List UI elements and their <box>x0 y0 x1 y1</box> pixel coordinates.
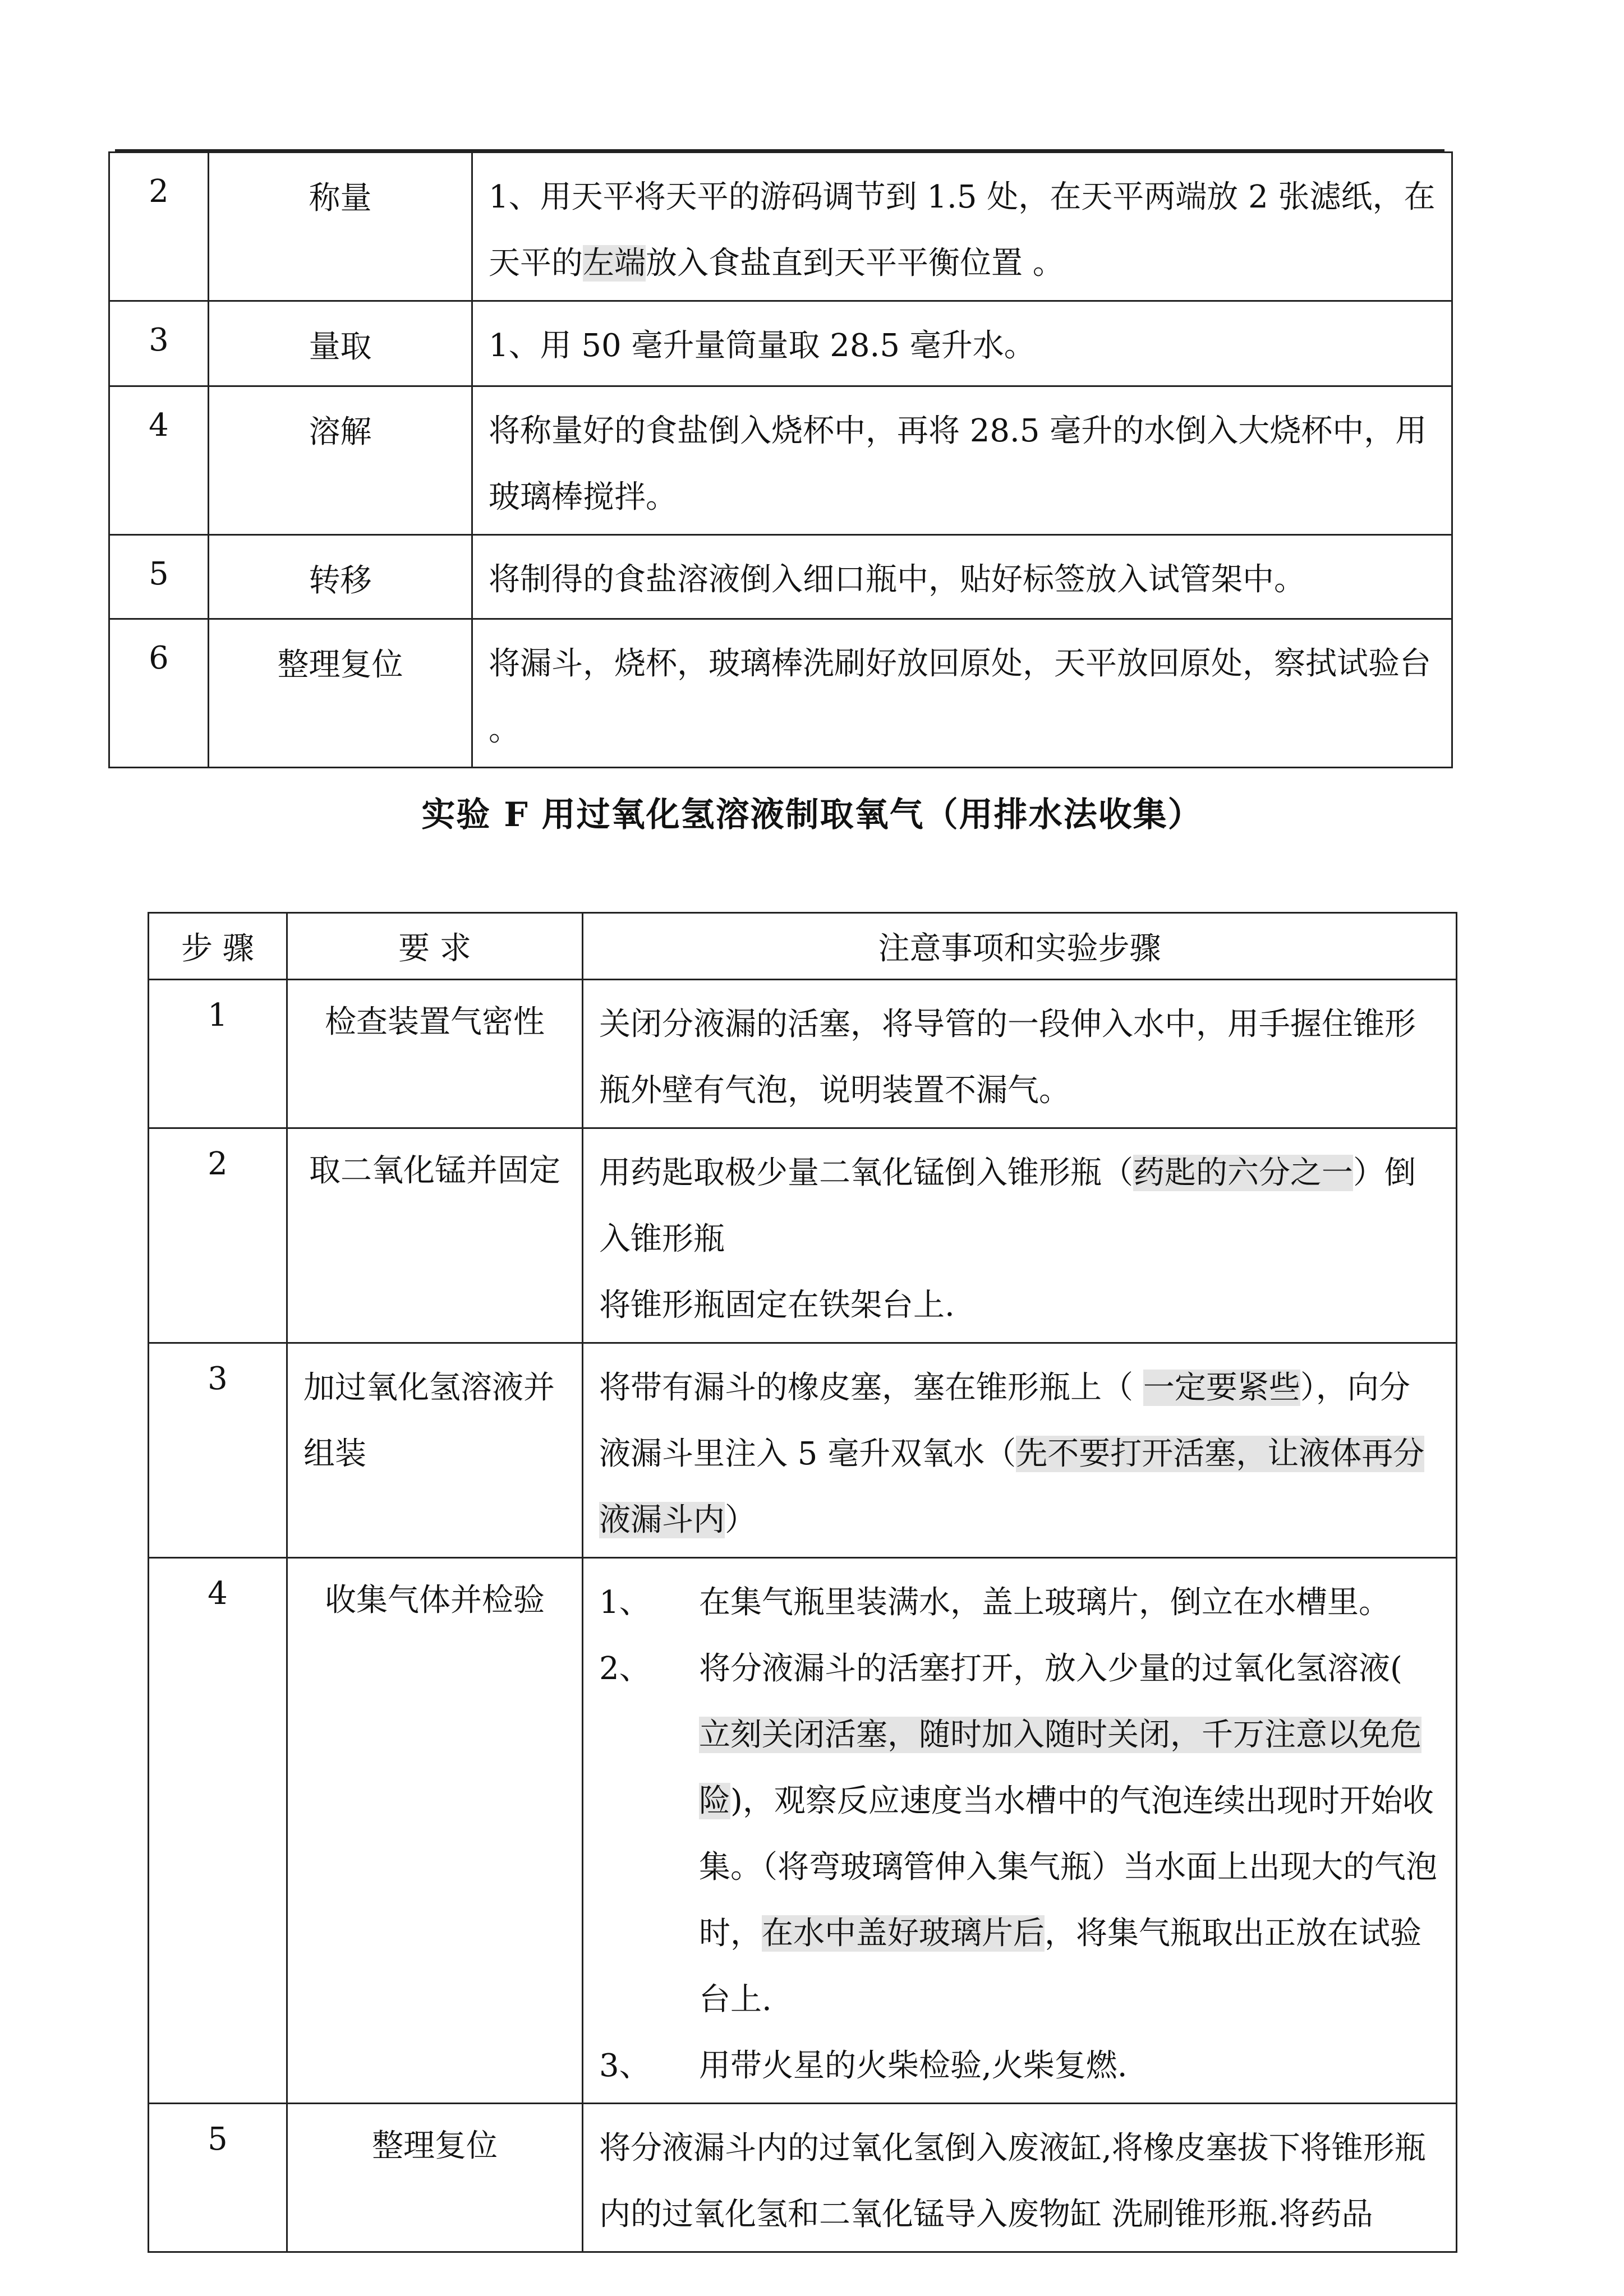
step-description: 1、用天平将天平的游码调节到 1.5 处，在天平两端放 2 张滤纸，在天平的左端放入食盐直到天平平衡位置 。 <box>472 153 1452 301</box>
highlighted-text: 立刻关闭活塞，随时加入随时关闭，千万注意以免危险 <box>699 1717 1421 1819</box>
step-description: 将漏斗，烧杯，玻璃棒洗刷好放回原处，天平放回原处，察拭试验台 。 <box>472 619 1452 768</box>
step-requirement: 检查装置气密性 <box>287 980 583 1128</box>
step-number: 3 <box>109 301 209 386</box>
header-step: 步 骤 <box>149 913 287 980</box>
table-previous-experiment <box>108 151 1453 768</box>
table-row <box>109 386 1452 535</box>
table-row <box>149 980 1457 1128</box>
step-requirement: 整理复位 <box>209 619 472 768</box>
step-requirement: 称量 <box>209 153 472 301</box>
step-number: 1 <box>149 980 287 1128</box>
highlighted-text: 药匙的六分之一 <box>1133 1155 1353 1191</box>
step-description: 将称量好的食盐倒入烧杯中，再将 28.5 毫升的水倒入大烧杯中，用玻璃棒搅拌。 <box>472 386 1452 535</box>
step-number: 6 <box>109 619 209 768</box>
table-row <box>149 1558 1457 2104</box>
step-requirement: 转移 <box>209 535 472 619</box>
step-number: 5 <box>109 535 209 619</box>
table-row <box>109 301 1452 386</box>
step-description: 用药匙取极少量二氧化锰倒入锥形瓶（药匙的六分之一）倒入锥形瓶 将锥形瓶固定在铁架台上. <box>583 1128 1457 1343</box>
header-requirement: 要 求 <box>287 913 583 980</box>
step-description <box>583 1558 1457 2104</box>
step-requirement: 溶解 <box>209 386 472 535</box>
table-row <box>109 619 1452 768</box>
step-number: 4 <box>149 1558 287 2104</box>
step-requirement: 加过氧化氢溶液并组装 <box>287 1343 583 1558</box>
table-header-row <box>149 913 1457 980</box>
step-number: 4 <box>109 386 209 535</box>
list-item: 2、 将分液漏斗的活塞打开，放入少量的过氧化氢溶液( 立刻关闭活塞，随时加入随时关闭，千万注意以免危险)，观察反应速度当水槽中的气泡连续出现时开始收集。（将弯玻璃管伸入集气瓶）当水面上出现大的气泡时，在水中盖好玻璃片后，将集气瓶取出正放在试验台上. <box>599 1650 1437 2018</box>
step-requirement: 收集气体并检验 <box>287 1558 583 2104</box>
table-row <box>149 1128 1457 1343</box>
step-description: 1、用 50 毫升量筒量取 28.5 毫升水。 <box>472 301 1452 386</box>
step-description: 将制得的食盐溶液倒入细口瓶中，贴好标签放入试管架中。 <box>472 535 1452 619</box>
table-row <box>149 1343 1457 1558</box>
highlighted-text: 先不要打开活塞，让液体再分液漏斗内 <box>599 1436 1425 1538</box>
step-number: 2 <box>109 153 209 301</box>
table-experiment-f <box>148 912 1457 2253</box>
experiment-title: 实验 F 用过氧化氢溶液制取氧气（用排水法收集） <box>421 795 1203 835</box>
step-description: 将分液漏斗内的过氧化氢倒入废液缸,将橡皮塞拔下将锥形瓶内的过氧化氢和二氧化锰导入废物缸 洗刷锥形瓶.将药品 <box>583 2104 1457 2252</box>
step-number: 5 <box>149 2104 287 2252</box>
highlighted-text: 在水中盖好玻璃片后 <box>762 1915 1045 1952</box>
step-number: 2 <box>149 1128 287 1343</box>
step-description: 关闭分液漏的活塞，将导管的一段伸入水中，用手握住锥形瓶外壁有气泡，说明装置不漏气。 <box>583 980 1457 1128</box>
step-requirement: 量取 <box>209 301 472 386</box>
step-description: 将带有漏斗的橡皮塞，塞在锥形瓶上（ 一定要紧些），向分液漏斗里注入 5 毫升双氧水（先不要打开活塞，让液体再分液漏斗内） <box>583 1343 1457 1558</box>
list-item: 1、 在集气瓶里装满水，盖上玻璃片，倒立在水槽里。 <box>599 1584 1390 1621</box>
list-item: 3、 用带火星的火柴检验,火柴复燃. <box>599 2048 1128 2084</box>
step-number: 3 <box>149 1343 287 1558</box>
step-requirement: 整理复位 <box>287 2104 583 2252</box>
highlighted-text: 左端 <box>583 245 646 282</box>
table-row <box>149 2104 1457 2252</box>
header-notes: 注意事项和实验步骤 <box>583 913 1457 980</box>
highlighted-text: 一定要紧些 <box>1143 1370 1300 1406</box>
table-row <box>109 535 1452 619</box>
table-row <box>109 153 1452 301</box>
step-requirement: 取二氧化锰并固定 <box>287 1128 583 1343</box>
